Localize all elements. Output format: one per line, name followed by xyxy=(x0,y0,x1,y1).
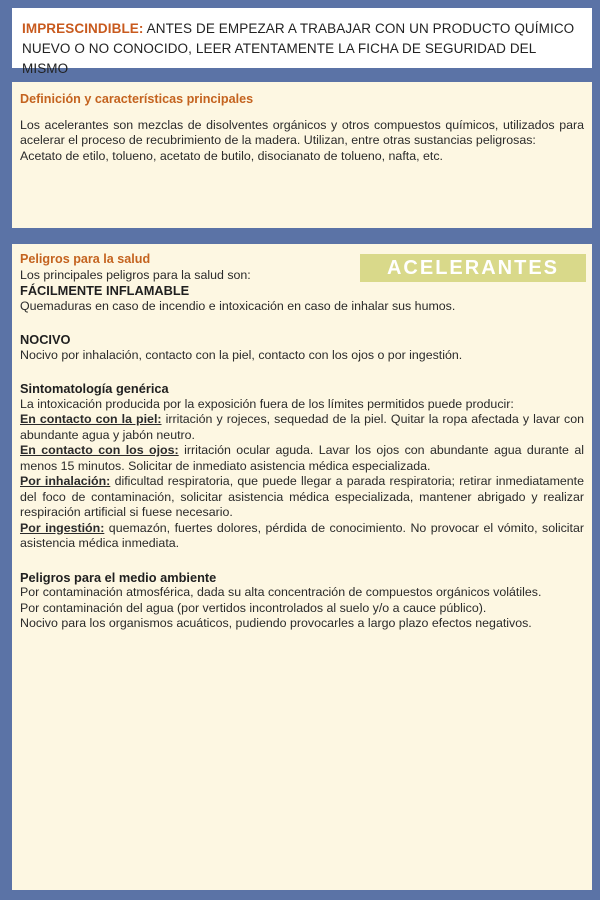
route-skin xyxy=(20,412,584,443)
route-eyes-label: En contacto con los ojos: xyxy=(20,443,179,457)
route-eyes xyxy=(20,443,584,474)
route-skin-text: irritación y rojeces, sequedad de la piel. Quitar la ropa afectada y lavar con abundante agua y jabón neutro. xyxy=(20,412,584,442)
symptoms-heading: Sintomatología genérica xyxy=(20,381,169,396)
definition-section xyxy=(12,82,592,228)
harmful-heading: NOCIVO xyxy=(20,332,71,347)
route-inhalation-text: dificultad respiratoria, que puede llegar a parada respiratoria; retirar inmediatamente del foco de contaminación, solicitar asistencia médica especializada, mantener abrigado y realizar respiración artificial si fuese necesario. xyxy=(20,474,585,519)
flammable-text: Quemaduras en caso de incendio e intoxicación en caso de inhalar sus humos. xyxy=(20,298,456,313)
health-title: Peligros para la salud xyxy=(20,252,151,266)
health-section xyxy=(12,244,592,890)
route-inhalation-label: Por inhalación: xyxy=(20,474,111,488)
symptoms-intro: La intoxicación producida por la exposición fuera de los límites permitidos puede producir: xyxy=(20,396,514,411)
route-ingestion xyxy=(20,521,584,552)
route-ingestion-text: quemazón, fuertes dolores, pérdida de conocimiento. No provocar el vómito, solicitar asistencia médica inmediata. xyxy=(20,520,584,550)
health-intro: Los principales peligros para la salud son: xyxy=(20,267,251,282)
harmful-text: Nocivo por inhalación, contacto con la piel, contacto con los ojos o por ingestión. xyxy=(20,347,463,362)
warning-box xyxy=(12,8,592,76)
route-eyes-text: irritación ocular aguda. Lavar los ojos con abundante agua durante al menos 15 minutos. Solicitar de inmediato asistencia médica especializada. xyxy=(20,443,585,473)
route-inhalation xyxy=(20,474,584,521)
harmful-block xyxy=(20,332,584,363)
warning-text: ANTES DE EMPEZAR A TRABAJAR CON UN PRODUCTO QUÍMICO NUEVO O NO CONOCIDO, LEER ATENTAMENTE LA FICHA DE SEGURIDAD DEL MISMO xyxy=(22,21,575,76)
environment-block xyxy=(20,570,584,632)
definition-substances: Acetato de etilo, tolueno, acetato de butilo, disocianato de tolueno, nafta, etc. xyxy=(20,148,443,163)
definition-title: Definición y características principales xyxy=(20,92,254,106)
route-ingestion-label: Por ingestión: xyxy=(20,520,105,535)
environment-heading: Peligros para el medio ambiente xyxy=(20,569,217,585)
warning-lead: IMPRESCINDIBLE: xyxy=(22,21,144,36)
environment-line-2: Por contaminación del agua (por vertidos incontrolados al suelo y/o a cauce público). xyxy=(20,600,487,615)
environment-line-3: Nocivo para los organismos acuáticos, pudiendo provocarles a largo plazo efectos negativos. xyxy=(20,616,532,630)
definition-paragraph: Los acelerantes son mezclas de disolventes orgánicos y otros compuestos químicos, utilizados para acelerar el proceso de recubrimiento de la madera. Utilizan, entre otras sustancias peligrosas: xyxy=(20,117,584,147)
environment-line-1: Por contaminación atmosférica, dada su alta concentración de compuestos orgánicos volátiles. xyxy=(20,585,542,599)
symptoms-block xyxy=(20,381,584,552)
route-skin-label: En contacto con la piel: xyxy=(20,412,162,426)
product-banner: ACELERANTES xyxy=(360,254,586,282)
flammable-heading: FÁCILMENTE INFLAMABLE xyxy=(20,283,190,298)
flammable-block xyxy=(20,283,584,314)
